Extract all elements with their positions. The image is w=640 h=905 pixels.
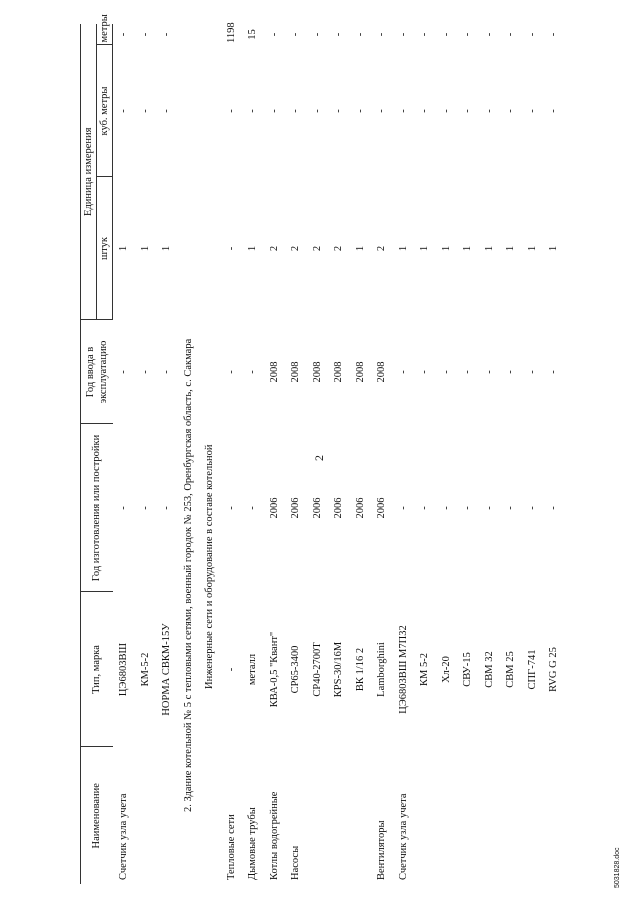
cell-year-commission: 2008 <box>311 361 323 383</box>
cell-year-made: 2006 <box>333 497 345 519</box>
cell-type: металл <box>247 653 259 686</box>
cell-type: СПГ-741 <box>526 649 538 690</box>
cell-m: - <box>333 32 345 37</box>
section-subtitle-row <box>199 24 221 884</box>
table-row <box>479 24 501 884</box>
cell-name <box>350 747 372 884</box>
cell-type: СВМ 25 <box>505 651 517 688</box>
cell-year-commission: - <box>505 370 517 374</box>
cell-name: Насосы <box>290 845 302 880</box>
cell-type: ЦЭ6803ВШ М7П32 <box>397 625 409 714</box>
table-row <box>436 24 458 884</box>
section-title-row <box>178 24 200 884</box>
cell-name: Тепловые сети <box>225 814 237 880</box>
cell-m: - <box>376 32 388 37</box>
cell-m: - <box>290 32 302 37</box>
header-unit-group: Единица измерения <box>81 24 97 320</box>
cell-name <box>414 747 436 884</box>
cell-type: СР65-3400 <box>290 645 302 694</box>
cell-pcs: 2 <box>290 245 302 252</box>
cell-year-commission: - <box>419 370 431 374</box>
cell-cub: - <box>505 109 517 113</box>
cell-cub: - <box>419 109 431 113</box>
cell-year-made: 2006 <box>376 497 388 519</box>
cell-year-made: 2006 <box>311 497 323 519</box>
cell-m: - <box>419 32 431 37</box>
cell-pcs: 1 <box>247 245 259 252</box>
header-year-commission: Год ввода в эксплуатацию <box>81 320 113 424</box>
cell-name <box>156 747 178 884</box>
cell-cub: - <box>526 109 538 113</box>
table-row <box>328 24 350 884</box>
cell-year-made: - <box>247 506 259 510</box>
cell-m: - <box>354 32 366 37</box>
table-row <box>113 24 135 884</box>
header-unit-pcs: штук <box>97 177 113 320</box>
cell-type: ЦЭ6803ВШ <box>118 642 129 697</box>
cell-m: - <box>440 32 452 37</box>
cell-pcs: 1 <box>483 245 495 252</box>
cell-pcs: 1 <box>462 245 474 252</box>
cell-cub: - <box>354 109 366 113</box>
cell-pcs: 1 <box>354 245 366 252</box>
cell-cub: - <box>311 109 323 113</box>
cell-m: 1198 <box>225 22 237 43</box>
cell-type: RVG G 25 <box>548 647 560 692</box>
cell-cub: - <box>225 109 237 113</box>
cell-name <box>457 747 479 884</box>
cell-year-made: - <box>548 506 560 510</box>
cell-year-made: - <box>526 506 538 510</box>
cell-name <box>328 747 350 884</box>
table-row <box>500 24 522 884</box>
cell-year-made: - <box>118 506 129 510</box>
cell-year-commission: - <box>462 370 474 374</box>
section-title: 2. Здание котельной № 5 с тепловыми сетями, военный городок № 253, Оренбургская область, с. Сакмара <box>182 338 194 812</box>
cell-type: ВК 1/16 2 <box>354 647 366 692</box>
cell-year-commission: 2008 <box>290 361 302 383</box>
cell-year-made: - <box>419 506 431 510</box>
cell-name <box>500 747 522 884</box>
cell-year-made: - <box>440 506 452 510</box>
cell-m: - <box>118 32 130 37</box>
cell-type: СВУ-15 <box>462 652 474 687</box>
cell-year-made: 2006 <box>354 497 366 519</box>
cell-type: КМ-5-2 <box>139 652 151 687</box>
cell-year-commission: - <box>548 370 560 374</box>
cell-year-commission: - <box>247 370 259 374</box>
table-row <box>307 24 329 884</box>
table-row <box>135 24 157 884</box>
cell-year-commission: - <box>225 370 237 374</box>
table-row <box>414 24 436 884</box>
cell-year-made: 2006 <box>290 497 302 519</box>
cell-year-commission: 2008 <box>268 361 280 383</box>
cell-m: - <box>505 32 517 37</box>
cell-year-commission: 2008 <box>376 361 388 383</box>
cell-cub: - <box>376 109 388 113</box>
cell-year-commission: - <box>483 370 495 374</box>
cell-m: - <box>483 32 495 37</box>
cell-m: - <box>161 32 173 37</box>
cell-type: Хл-20 <box>440 656 452 683</box>
cell-cub: - <box>333 109 345 113</box>
equipment-table <box>80 14 565 884</box>
cell-year-made: 2006 <box>268 497 280 519</box>
cell-pcs: 1 <box>505 245 517 252</box>
cell-name <box>135 747 157 884</box>
cell-year-commission: - <box>526 370 538 374</box>
cell-pcs: 2 <box>311 245 323 252</box>
table-row <box>457 24 479 884</box>
cell-year-made: - <box>139 506 151 510</box>
table-row <box>221 24 243 884</box>
table-row <box>156 24 178 884</box>
cell-cub: - <box>268 109 280 113</box>
cell-name: Счетчик узла учета <box>118 793 129 880</box>
header-type: Тип, марка <box>81 592 113 747</box>
cell-cub: - <box>440 109 452 113</box>
cell-pcs: 1 <box>548 245 560 252</box>
cell-cub: - <box>247 109 259 113</box>
cell-name <box>522 747 544 884</box>
table-header <box>81 14 113 884</box>
cell-year-commission: - <box>139 370 151 374</box>
cell-pcs: - <box>225 246 237 251</box>
cell-pcs: 2 <box>333 245 345 252</box>
cell-year-made: - <box>397 506 409 510</box>
cell-pcs: 1 <box>419 245 431 252</box>
cell-m: - <box>548 32 560 37</box>
cell-pcs: 2 <box>268 245 280 252</box>
cell-m: - <box>397 32 409 37</box>
cell-name <box>543 747 565 884</box>
table-row <box>543 24 565 884</box>
cell-type: - <box>225 667 237 672</box>
cell-year-commission: - <box>161 370 173 374</box>
cell-name <box>436 747 458 884</box>
footer-filename: 5031828.doc <box>614 847 621 888</box>
table-body <box>113 24 565 884</box>
equipment-table-container <box>80 14 600 884</box>
cell-m: - <box>268 32 280 37</box>
cell-year-made: - <box>505 506 517 510</box>
cell-pcs: 1 <box>397 245 409 252</box>
cell-name: Котлы водогрейные <box>268 791 280 880</box>
cell-name: Вентиляторы <box>376 820 388 880</box>
cell-year-made: - <box>225 506 237 510</box>
table-row <box>285 24 307 884</box>
cell-m: - <box>462 32 474 37</box>
table-row <box>393 24 415 884</box>
cell-cub: - <box>118 109 130 113</box>
cell-type: НОРМА СВКМ-15У <box>161 623 173 716</box>
cell-type: СВМ 32 <box>483 651 495 688</box>
cell-pcs: 1 <box>526 245 538 252</box>
cell-pcs: 2 <box>376 245 388 252</box>
cell-m: - <box>526 32 538 37</box>
cell-type: КРS-30/16М <box>333 641 345 698</box>
cell-year-commission: 2008 <box>333 361 345 383</box>
header-unit-m: метры <box>97 24 113 45</box>
table-row <box>371 24 393 884</box>
cell-year-commission: - <box>118 370 129 374</box>
cell-m: - <box>139 32 151 37</box>
table-row <box>350 24 372 884</box>
cell-pcs: 1 <box>118 245 130 252</box>
header-unit-cub: куб. метры <box>97 45 113 177</box>
page-number: 2 <box>312 455 326 461</box>
cell-year-made: - <box>161 506 173 510</box>
cell-type: СР40-2700Т <box>311 642 323 697</box>
cell-pcs: 1 <box>139 245 151 252</box>
header-year-made: Год изготовления или постройки <box>81 424 113 592</box>
cell-year-commission: 2008 <box>354 361 366 383</box>
header-name: Наименование <box>81 747 113 884</box>
cell-year-commission: - <box>397 370 409 374</box>
cell-type: Lamborghini <box>376 642 388 697</box>
cell-year-commission: - <box>440 370 452 374</box>
cell-name: Счетчик узла учета <box>397 793 409 880</box>
cell-type: КМ 5-2 <box>419 653 431 686</box>
cell-m: 15 <box>247 29 259 40</box>
cell-cub: - <box>462 109 474 113</box>
cell-name <box>479 747 501 884</box>
cell-cub: - <box>483 109 495 113</box>
cell-cub: - <box>139 109 151 113</box>
cell-cub: - <box>290 109 302 113</box>
cell-year-made: - <box>462 506 474 510</box>
table-row <box>242 24 264 884</box>
cell-type: КВА-0,5 "Квант" <box>268 631 280 708</box>
cell-cub: - <box>161 109 173 113</box>
cell-pcs: 1 <box>440 245 452 252</box>
cell-name <box>307 747 329 884</box>
cell-name: Дымовые трубы <box>247 807 259 880</box>
cell-year-made: - <box>483 506 495 510</box>
table-row <box>264 24 286 884</box>
cell-pcs: 1 <box>161 245 173 252</box>
cell-m: - <box>311 32 323 37</box>
table-row <box>522 24 544 884</box>
cell-cub: - <box>397 109 409 113</box>
section-subtitle: Инженерные сети и оборудование в составе котельной <box>204 444 216 689</box>
cell-cub: - <box>548 109 560 113</box>
